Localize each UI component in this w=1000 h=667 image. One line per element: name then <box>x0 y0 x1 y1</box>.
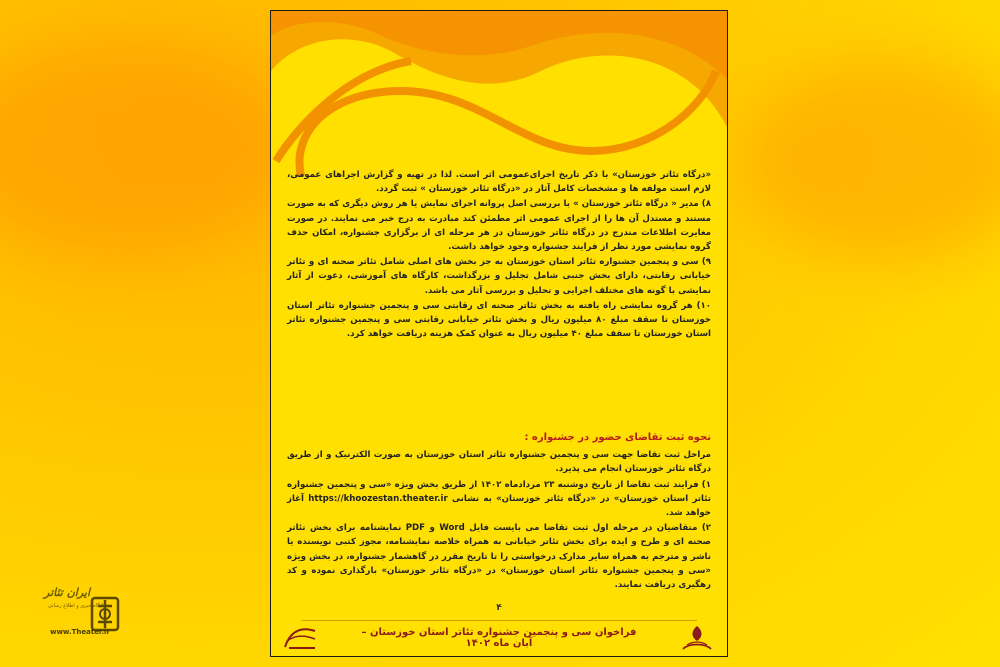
festival-logo-icon <box>281 623 321 653</box>
ministry-emblem-icon <box>679 623 715 653</box>
section-paragraph: مراحل ثبت تقاضا جهت سی و پنجمین جشنواره تئاتر استان خوزستان به صورت الکترنیک و از طریق درگاه تئاتر خوزستان انجام می پذیرد. <box>287 450 711 475</box>
iran-theater-watermark <box>10 580 135 640</box>
body-section-2 <box>287 431 711 593</box>
section-paragraph: ۲) متقاضیان در مرحله اول ثبت تقاضا می بایست فایل Word و PDF نمایشنامه برای بخش تئاتر صحنه ای و طرح و ایده برای بخش تئاتر خیابانی به همراه خلاصه نمایشنامه، مجوز کتبی نویسنده یا ناشر و مترجم به همراه سایر مدارک درخواستی را تا تاریخ مقرر در گاهشمار جشنواره، در بخش ویژه «سی و پنجمین جشنواره تئاتر استان خوزستان» در «درگاه تئاتر خوزستان» بارگذاری نموده و کد رهگیری دریافت نمایند. <box>287 523 712 591</box>
paragraph-10: ۱۰) هر گروه نمایشی راه یافته به بخش تئاتر صحنه ای رقابتی سی و پنجمین جشنواره تئاتر استان خوزستان تا سقف مبلغ ۸۰ میلیون ریال و بخش تئاتر خیابانی رقابتی سی و پنجمین جشنواره تئاتر استان خوزستان تا سقف مبلغ ۴۰ میلیون ریال به عنوان کمک هزینه دریافت خواهد کرد. <box>287 300 711 340</box>
background-blob <box>740 60 1000 260</box>
footer-title: فراخوان سی و پنجمین جشنواره تئاتر استان خوزستان – آبان ماه ۱۴۰۲ <box>361 627 637 649</box>
footer-divider <box>301 620 697 621</box>
document-page <box>270 10 728 657</box>
section-paragraph: ۱) فرایند ثبت تقاضا از تاریخ دوشنبه ۲۳ مردادماه ۱۴۰۲ از طریق بخش ویژه «سی و پنجمین جشنواره تئاتر استان خوزستان» در «درگاه تئاتر خوزستان» به نشانی https://khoozestan.theater.ir آغاز خواهد شد. <box>287 479 711 519</box>
watermark-subtitle: پایگاه خبری و اطلاع رسانی <box>48 603 105 609</box>
paragraph-7: «درگاه تئاتر خوزستان» با ذکر تاریخ اجرای‌عمومی اثر است. لذا در تهیه و گزارش اجراهای عمومی، لازم است مولفه ها و مشخصات کامل آثار در «درگاه تئاتر خوزستان » ثبت گردد. <box>287 170 711 195</box>
paragraph-9: ۹) سی و پنجمین جشنواره تئاتر استان خوزستان به جز بخش های اصلی شامل تئاتر صحنه ای و تئاتر خیابانی رقابتی، دارای بخش جنبی شامل تجلیل و بزرگداشت، کارگاه های آموزشی، دعوت از آثار نمایشی با گونه های مختلف اجرایی و تحلیل و بررسی آثار می باشد. <box>287 257 711 296</box>
page-number: ۴ <box>496 603 502 613</box>
watermark-url: www.Theater.ir <box>50 628 110 636</box>
background-blob <box>0 40 300 260</box>
paragraph-8: ۸) مدیر « درگاه تئاتر خوزستان » با بررسی اصل پروانه اجرای نمایش یا هر روش دیگری که به صورت مستند و مستدل آن ها را از اجرای عمومی اثر مطمئن کند مبادرت به درج خبر می نمایند. در صورت مغایرت اطلاعات مندرج در درگاه تئاتر خوزستان در هر مرحله ای از برگزاری جشنواره، امکان حذف گروه نمایشی مورد نظر از فرایند جشنواره وجود خواهد داشت. <box>287 199 711 253</box>
section-title: نحوه ثبت تقاضای حضور در جشنواره : <box>524 432 711 443</box>
watermark-title: ایران تئاتر <box>44 586 91 599</box>
body-section-1 <box>287 168 711 342</box>
